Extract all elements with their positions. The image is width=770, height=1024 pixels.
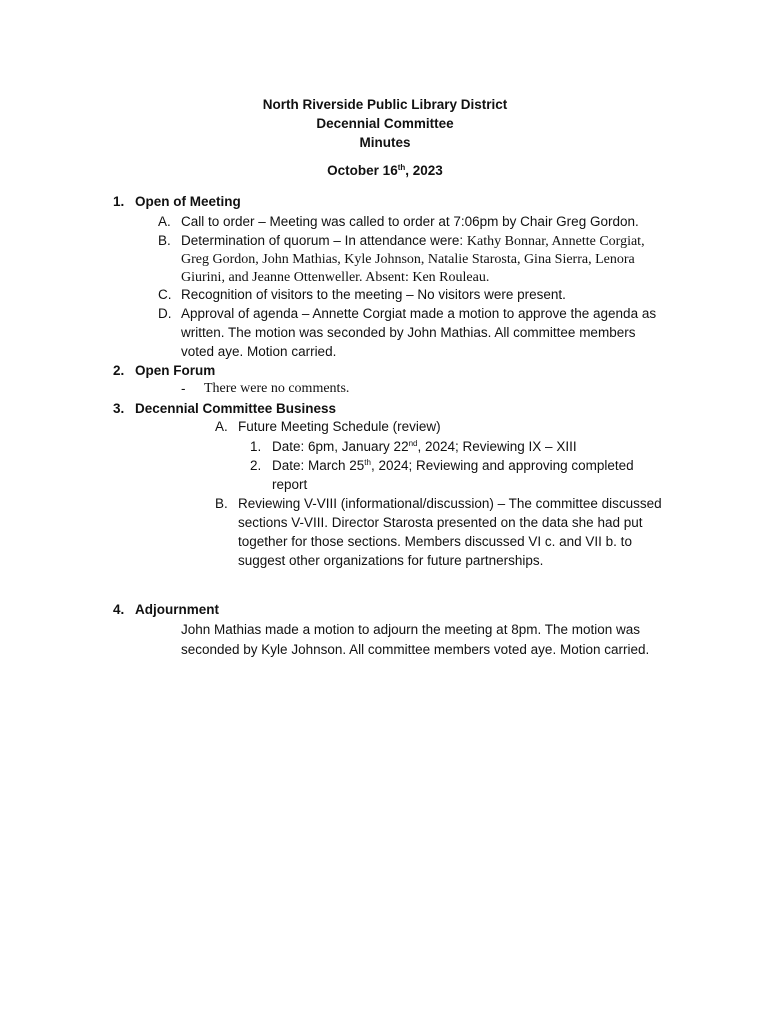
- meeting-date-1: [272, 438, 577, 456]
- subitem-marker: 1.: [250, 439, 262, 454]
- item-marker: B.: [158, 233, 171, 248]
- date-2-rest: , 2024; Reviewing and approving completed: [370, 458, 634, 473]
- reviewing-line-4: suggest other organizations for future partnerships.: [238, 553, 544, 568]
- item-marker: A.: [158, 214, 171, 229]
- subitem-marker: 2.: [250, 458, 262, 473]
- section-number: 1.: [113, 194, 125, 209]
- quorum-line-1: [181, 232, 645, 251]
- bullet-dash: -: [181, 381, 186, 396]
- section-title-open-of-meeting: Open of Meeting: [135, 194, 241, 209]
- org-name: North Riverside Public Library District: [262, 97, 508, 112]
- reviewing-line-3: together for those sections. Members discussed VI c. and VII b. to: [238, 534, 632, 549]
- quorum-line-2: Greg Gordon, John Mathias, Kyle Johnson, Natalie Starosta, Gina Sierra, Lenora: [181, 252, 635, 267]
- date-2-text: Date: March 25: [272, 458, 365, 473]
- adjournment-line-1: John Mathias made a motion to adjourn the meeting at 8pm. The motion was: [181, 622, 641, 637]
- no-comments-text: There were no comments.: [204, 381, 350, 396]
- item-marker: C.: [158, 287, 172, 302]
- item-marker: D.: [158, 306, 172, 321]
- date-1-text: Date: 6pm, January 22: [272, 439, 409, 454]
- agenda-line-1: Approval of agenda – Annette Corgiat made a motion to approve the agenda as: [181, 306, 657, 321]
- document-header: [0, 95, 770, 152]
- date-year: , 2023: [405, 163, 443, 178]
- visitors-text: Recognition of visitors to the meeting – No visitors were present.: [181, 287, 566, 302]
- section-number: 2.: [113, 363, 125, 378]
- reviewing-line-2: sections V-VIII. Director Starosta presented on the data she had put: [238, 515, 643, 530]
- item-marker: A.: [215, 419, 228, 434]
- call-to-order-text: Call to order – Meeting was called to order at 7:06pm by Chair Greg Gordon.: [181, 214, 639, 229]
- date-2-ordinal: th: [364, 458, 371, 467]
- meeting-date-2-line-2: report: [272, 477, 308, 492]
- section-title-committee-business: Decennial Committee Business: [135, 401, 337, 416]
- date-1-rest: , 2024; Reviewing IX – XIII: [417, 439, 577, 454]
- meeting-date: [0, 163, 770, 178]
- section-title-adjournment: Adjournment: [135, 602, 219, 617]
- date-1-ordinal: nd: [408, 439, 418, 448]
- adjournment-line-2: seconded by Kyle Johnson. All committee members voted aye. Motion carried.: [181, 642, 650, 657]
- date-text: October 16: [327, 163, 398, 178]
- date-ordinal: th: [397, 163, 406, 172]
- section-number: 4.: [113, 602, 125, 617]
- document-type: Minutes: [359, 135, 411, 150]
- agenda-line-2: written. The motion was seconded by John Mathias. All committee members: [181, 325, 636, 340]
- reviewing-line-1: Reviewing V-VIII (informational/discussion) – The committee discussed: [238, 496, 662, 511]
- item-marker: B.: [215, 496, 228, 511]
- future-schedule-text: Future Meeting Schedule (review): [238, 419, 441, 434]
- attendees-part-1: Kathy Bonnar, Annette Corgiat,: [466, 234, 645, 249]
- committee-name: Decennial Committee: [316, 116, 454, 131]
- meeting-date-2: [272, 457, 634, 475]
- section-title-open-forum: Open Forum: [135, 363, 216, 378]
- quorum-lead: Determination of quorum – In attendance were:: [181, 233, 467, 248]
- section-number: 3.: [113, 401, 125, 416]
- agenda-line-3: voted aye. Motion carried.: [181, 344, 337, 359]
- quorum-line-3: Giurini, and Jeanne Ottenweller. Absent: Ken Rouleau.: [181, 270, 490, 285]
